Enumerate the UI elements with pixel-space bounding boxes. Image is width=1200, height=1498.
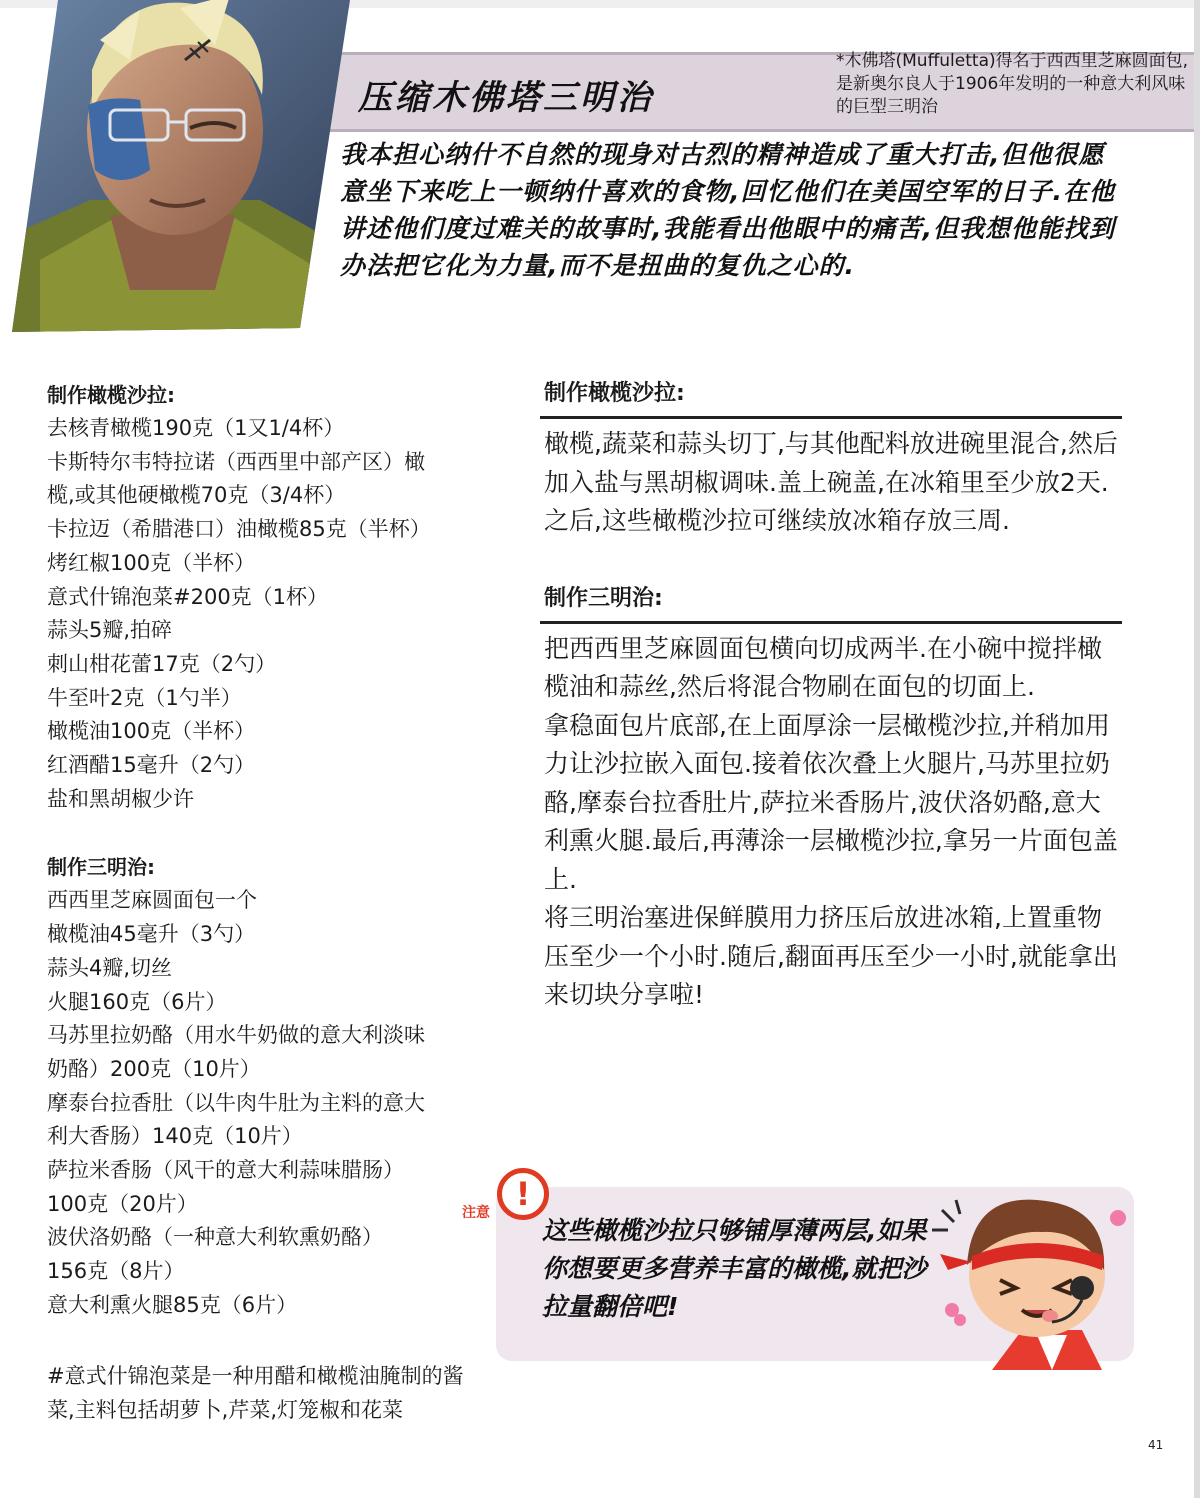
exclamation-icon: ! <box>497 1168 549 1220</box>
sandwich-ingredients-heading: 制作三明治: <box>47 855 155 880</box>
salad-ingredients-heading: 制作橄榄沙拉: <box>47 383 175 407</box>
mascot-illustration <box>912 1170 1136 1370</box>
ingredient-item: 波伏洛奶酪（一种意大利软熏奶酪） <box>47 1225 383 1250</box>
salad-method-text: 橄榄,蔬菜和蒜头切丁,与其他配料放进碗里混合,然后加入盐与黑胡椒调味.盖上碗盖,在冰箱里至少放2天.之后,这些橄榄沙拉可继续放冰箱存放三周. <box>544 429 1118 535</box>
ingredient-item: 牛至叶2克（1勺半） <box>47 685 242 710</box>
ingredient-item: 100克（20片） <box>47 1191 198 1216</box>
character-portrait <box>0 0 350 335</box>
title-footnote: *木佛塔(Muffuletta)得名于西西里芝麻圆面包,是新奥尔良人于1906年发明的一种意大利风味的巨型三明治 <box>836 51 1189 117</box>
ingredient-item: 奶酪）200克（10片） <box>47 1056 261 1081</box>
method-column <box>540 372 1122 1015</box>
ingredient-item: 烤红椒100克（半杯） <box>47 550 256 575</box>
tip-text: 这些橄榄沙拉只够铺厚薄两层,如果你想要更多营养丰富的橄榄,就把沙拉量翻倍吧! <box>542 1216 927 1321</box>
salad-method-heading: 制作橄榄沙拉: <box>540 372 1122 419</box>
ingredient-item: 火腿160克（6片） <box>47 989 227 1014</box>
ingredient-item: 卡斯特尔韦特拉诺（西西里中部产区）橄 <box>47 449 425 474</box>
mascot-character-icon <box>912 1170 1136 1370</box>
ingredient-item: 意大利熏火腿85克（6片） <box>47 1292 298 1317</box>
pickle-footnote: #意式什锦泡菜是一种用醋和橄榄油腌制的酱菜,主料包括胡萝卜,芹菜,灯笼椒和花菜 <box>47 1363 464 1422</box>
intro-paragraph: 我本担心纳什不自然的现身对古烈的精神造成了重大打击,但他很愿意坐下来吃上一顿纳什喜欢的食物,回忆他们在美国空军的日子.在他讲述他们度过难关的故事时,我能看出他眼中的痛苦,但我想他能找到办法把它化为力量,而不是扭曲的复仇之心的. <box>340 140 1115 280</box>
ingredient-item: 摩泰台拉香肚（以牛肉牛肚为主料的意大 <box>47 1090 425 1115</box>
salad-ingredients-list <box>47 412 517 816</box>
ingredient-item: 刺山柑花蕾17克（2勺） <box>47 651 277 676</box>
ingredient-item: 蒜头4瓣,切丝 <box>47 955 173 980</box>
ingredient-item: 榄,或其他硬橄榄70克（3/4杯） <box>47 483 346 508</box>
sandwich-method-step: 拿稳面包片底部,在上面厚涂一层橄榄沙拉,并稍加用力让沙拉嵌入面包.接着依次叠上火腿片,马苏里拉奶酪,摩泰台拉香肚片,萨拉米香肠片,波伏洛奶酪,意大利熏火腿.最后,再薄涂一层橄榄沙拉,拿另一片面包盖上. <box>544 710 1118 894</box>
ingredient-item: 利大香肠）140克（10片） <box>47 1124 303 1149</box>
ingredient-item: 156克（8片） <box>47 1259 185 1284</box>
ingredient-item: 马苏里拉奶酪（用水牛奶做的意大利淡味 <box>47 1023 425 1048</box>
ingredient-item: 西西里芝麻圆面包一个 <box>47 888 257 913</box>
portrait-illustration <box>0 0 350 335</box>
ingredient-item: 卡拉迈（希腊港口）油橄榄85克（半杯） <box>47 517 431 542</box>
ingredients-column <box>47 378 517 1427</box>
ingredient-item: 红酒醋15毫升（2勺） <box>47 753 256 778</box>
ingredient-item: 意式什锦泡菜#200克（1杯） <box>47 584 329 609</box>
page-number: 41 <box>1148 1438 1164 1452</box>
ingredient-item: 橄榄油100克（半杯） <box>47 719 256 744</box>
ingredient-item: 去核青橄榄190克（1又1/4杯） <box>47 416 345 440</box>
sandwich-method-step: 将三明治塞进保鲜膜用力挤压后放进冰箱,上置重物压至少一个小时.随后,翻面再压至少一小时,就能拿出来切块分享啦! <box>544 903 1118 1009</box>
recipe-title: 压缩木佛塔三明治 <box>358 78 654 118</box>
ingredient-item: 萨拉米香肠（风干的意大利蒜味腊肠） <box>47 1158 404 1183</box>
sandwich-ingredients-list <box>47 884 517 1322</box>
page-edge <box>1194 0 1200 1498</box>
ingredient-item: 蒜头5瓣,拍碎 <box>47 618 173 643</box>
sandwich-method-heading: 制作三明治: <box>540 577 1122 624</box>
ingredient-item: 橄榄油45毫升（3勺） <box>47 922 256 947</box>
ingredient-item: 盐和黑胡椒少许 <box>47 786 194 811</box>
section-gap <box>47 816 517 850</box>
sandwich-method-step: 把西西里芝麻圆面包横向切成两半.在小碗中搅拌橄榄油和蒜丝,然后将混合物刷在面包的切面上. <box>544 633 1102 701</box>
tip-label: 注意 <box>462 1205 490 1221</box>
